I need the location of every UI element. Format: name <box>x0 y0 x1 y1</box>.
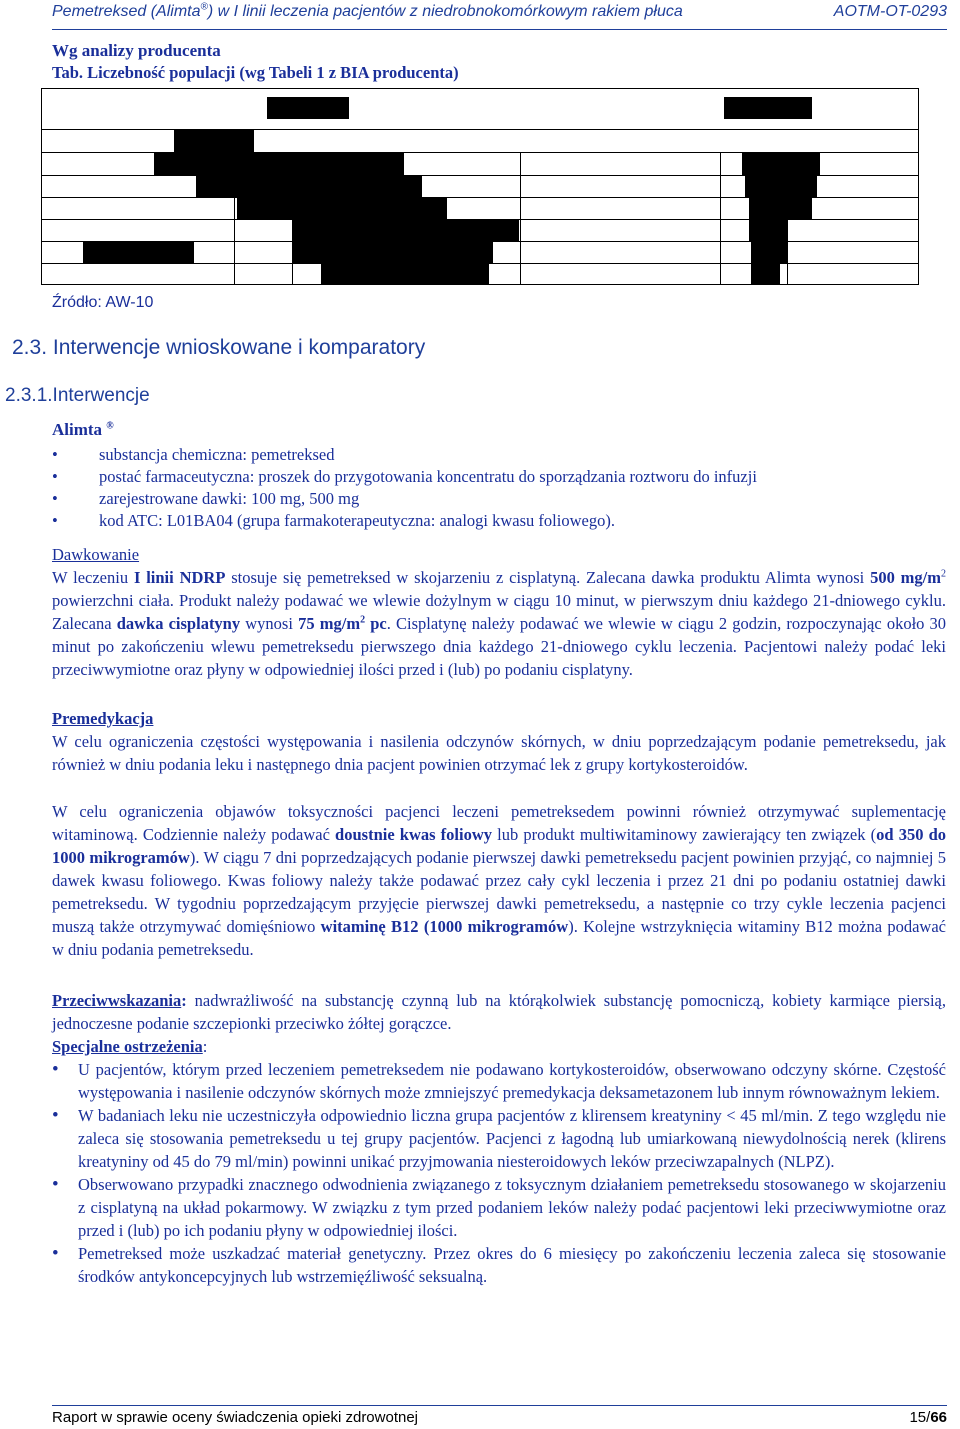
redaction-block <box>267 97 349 119</box>
redaction-block <box>724 97 812 119</box>
table-col-divider <box>720 152 721 285</box>
list-item: • kod ATC: L01BA04 (grupa farmakoterapeutyczna: analogi kwasu foliowego). <box>52 510 952 532</box>
header-title: Pemetreksed (Alimta®) w I linii leczenia pacjentów z niedrobnokomórkowym rakiem płuca <box>52 1 683 20</box>
dosage-paragraph: W leczeniu I linii NDRP stosuje się pemetreksed w skojarzeniu z cisplatyną. Zalecana dawka produktu Alimta wynosi 500 $mg/m^2$ powierzchni ciała. Produkt należy podawać we wlewie dożylnym w ciągu 10 minut, w pierwszym dniu każdego 21-dniowego cyklu. Zalecana dawka cisplatyny wynosi 75 $mg/m^2$ pc. Cisplatynę należy podawać we wlewie w ciągu 2 godzin, rozpoczynając około 30 minut po zakończeniu wlewu pemetreksedu pierwszego dnia każdego 21-dniowego cyklu leczenia. Pacjentowi należy podać leki przeciwwymiotne oraz płyny w odpowiedniej ilości przed i (lub) po podaniu cisplatyny. <box>52 568 947 679</box>
header-code: AOTM-OT-0293 <box>833 3 947 20</box>
redaction-block <box>742 153 820 175</box>
page-header <box>52 3 947 25</box>
drug-name: Alimta ® <box>52 420 114 439</box>
table-source: Źródło: AW-10 <box>52 294 154 311</box>
table-col-divider <box>520 152 521 285</box>
redaction-block <box>751 264 780 285</box>
table-caption: Tab. Liczebność populacji (wg Tabeli 1 z BIA producenta) <box>52 63 459 82</box>
warnings-list <box>52 1058 946 1288</box>
redaction-block <box>749 220 787 242</box>
footer-divider <box>52 1405 947 1406</box>
list-item: • substancja chemiczna: pemetreksed <box>52 444 952 466</box>
section-heading: 2.3. Interwencje wnioskowane i komparatory <box>12 336 426 359</box>
redaction-block <box>745 176 817 198</box>
redaction-block <box>83 242 194 264</box>
redaction-block <box>237 198 447 220</box>
list-item: • zarejestrowane dawki: 100 mg, 500 mg <box>52 488 952 510</box>
redaction-block <box>293 220 519 242</box>
contraindications-paragraph: Przeciwwskazania: nadwrażliwość na substancję czynną lub na którąkolwiek substancję pomocniczą, kobiety karmiące piersią, jednoczesne podanie szczepionki przeciwko żółtej gorączce. <box>52 991 946 1033</box>
list-item: • Obserwowano przypadki znacznego odwodnienia związanego z toksycznym działaniem pemetreksedu stosowanego w skojarzeniu z cisplatyną na układ pokarmowy. W związku z tym przed podaniem leków należy podać pacjentowi leki przeciwwymiotne oraz przed i (lub) po ich podaniu płyny w odpowiedniej ilości. <box>52 1173 946 1242</box>
redaction-block <box>293 242 493 264</box>
premedication-heading: Premedykacja <box>52 709 154 728</box>
subsection-heading: 2.3.1.Interwencje <box>5 385 150 406</box>
footer-report-title: Raport w sprawie oceny świadczenia opieki zdrowotnej <box>52 1409 419 1426</box>
premedication-paragraph-2: W celu ograniczenia objawów toksyczności pacjenci leczeni pemetreksedem powinni również otrzymywać suplementację witaminową. Codziennie należy podawać doustnie kwas foliowy lub produkt multiwitaminowy zawierający ten związek (od 350 do 1000 mikrogramów). W ciągu 7 dni poprzedzających podanie pierwszej dawki pemetreksedu pacjent powinien przyjąć, co najmniej 5 dawek kwasu foliowego. Kwas foliowy należy także podawać przez cały cykl leczenia i przez 21 dni po podaniu ostatniej dawki pemetreksedu. W tygodniu poprzedzającym przyjęcie pierwszej dawki pemetreksedu, a następnie co trzy cykle leczenia pacjenci muszą także otrzymywać domięśniowo witaminę B12 (1000 mikrogramów). Kolejne wstrzyknięcia witaminy B12 można podawać w dniu podania pemetreksedu. <box>52 802 947 959</box>
analysis-heading: Wg analizy producenta <box>52 41 221 60</box>
redaction-block <box>154 153 404 175</box>
list-item: • U pacjentów, którym przed leczeniem pemetreksedem nie podawano kortykosteroidów, obserwowano odczyny skórne. Częstość występowania i nasilenie odczynów skórnych może zmniejszyć premedykacja deksametazonem lub innym równoważnym lekiem. <box>52 1058 946 1104</box>
header-divider <box>52 29 947 30</box>
redacted-population-table <box>41 88 919 285</box>
redaction-block <box>749 198 812 220</box>
premedication-paragraph-1: W celu ograniczenia częstości występowania i nasilenia odczynów skórnych, w dniu poprzedzającym podanie pemetreksedu, jak również w dniu podania leku i następnego dnia pacjent powinien otrzymać lek z grupy kortykosteroidów. <box>52 732 946 774</box>
redaction-block <box>196 176 422 198</box>
redaction-block <box>174 130 254 152</box>
list-item: • postać farmaceutyczna: proszek do przygotowania koncentratu do sporządzania roztworu do infuzji <box>52 466 952 488</box>
warnings-heading: Specjalne ostrzeżenia: <box>52 1037 208 1056</box>
redaction-block <box>321 264 489 285</box>
page-footer <box>52 1409 947 1429</box>
page-number: 15/66 <box>909 1409 947 1426</box>
redaction-block <box>751 242 787 264</box>
dosage-heading: Dawkowanie <box>52 545 140 564</box>
drug-bullet-list <box>52 444 952 532</box>
list-item: • W badaniach leku nie uczestniczyła odpowiednio liczna grupa pacjentów z klirensem kreatyniny < 45 ml/min. Z tego względu nie zaleca się stosowania pemetreksedu u tej grupy pacjentów. Pacjenci z łagodną lub umiarkowaną niewydolnością nerek (klirens kreatyniny od 45 do 79 ml/min) powinni unikać przyjmowania niesteroidowych leków przeciwzapalnych (NLPZ). <box>52 1104 946 1173</box>
list-item: • Pemetreksed może uszkadzać materiał genetyczny. Przez okres do 6 miesięcy po zakończeniu leczenia zaleca się stosowanie środków antykoncepcyjnych lub wstrzemięźliwość seksualną. <box>52 1242 946 1288</box>
